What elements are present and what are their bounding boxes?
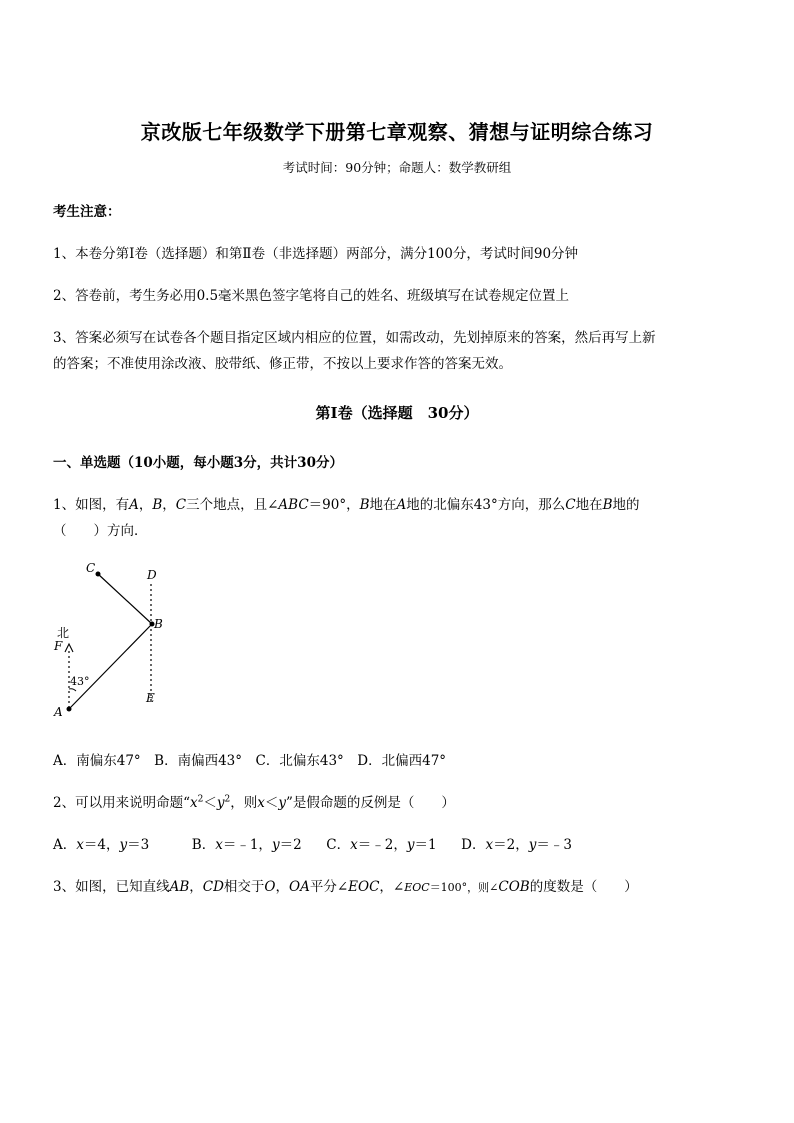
label-e: E: [146, 691, 155, 705]
notice-item-1: 1、本卷分第Ⅰ卷（选择题）和第Ⅱ卷（非选择题）两部分，满分100分，考试时间90分钟: [53, 246, 579, 262]
label-b: B: [154, 617, 163, 631]
question-1-stem-cont: （ ）方向．: [53, 523, 148, 539]
angle-arc: [69, 689, 76, 691]
point-a: [67, 707, 72, 712]
option-d: D．x＝2，y＝﹣3: [461, 837, 572, 853]
label-north: 北: [57, 626, 70, 640]
label-c: C: [86, 561, 96, 575]
option-a: A．x＝4，y＝3: [53, 837, 150, 853]
label-f: F: [54, 639, 63, 653]
question-3-stem: 3、如图，已知直线AB，CD相交于O，OA平分∠EOC，∠EOC＝100°，则∠COB的度数是（ ）: [53, 879, 638, 895]
label-d: D: [147, 568, 157, 582]
page-title: 京改版七年级数学下册第七章观察、猜想与证明综合练习: [140, 120, 654, 144]
question-1-options: A．南偏东47° B．南偏西43° C．北偏东43° D．北偏西47°: [53, 753, 447, 769]
question-2-options: [53, 833, 572, 853]
segment-cb: [98, 574, 152, 624]
option-c: C．x＝﹣2，y＝1: [326, 837, 437, 853]
option-b: B．x＝﹣1，y＝2: [191, 837, 302, 853]
segment-ab: [69, 624, 152, 709]
notice-item-3: 3、答案必须写在试卷各个题目指定区域内相应的位置，如需改动，先划掉原来的答案，然后再写上新: [53, 330, 656, 346]
notice-heading: 考生注意：: [53, 204, 121, 220]
section-title: 第Ⅰ卷（选择题 30分）: [315, 404, 479, 422]
notice-item-2: 2、答卷前，考生务必用0.5毫米黑色签字笔将自己的姓名、班级填写在试卷规定位置上: [53, 288, 570, 304]
notice-item-3-cont: 的答案；不准使用涂改液、胶带纸、修正带，不按以上要求作答的答案无效。: [53, 356, 512, 372]
point-c: [96, 572, 101, 577]
part-title: 一、单选题（10小题，每小题3分，共计30分）: [53, 455, 343, 471]
label-a: A: [54, 705, 63, 719]
question-1-figure: [48, 558, 178, 723]
exam-info: 考试时间：90分钟；命题人：数学教研组: [282, 160, 512, 175]
question-2-stem: 2、可以用来说明命题“$x^2<y^2$，则x＜y”是假命题的反例是（ ）: [53, 794, 455, 811]
question-1-stem: 1、如图，有A，B，C三个地点，且∠ABC＝90°，B地在A地的北偏东43°方向，那么C地在B地的: [53, 497, 640, 513]
label-angle: 43°: [70, 675, 90, 688]
